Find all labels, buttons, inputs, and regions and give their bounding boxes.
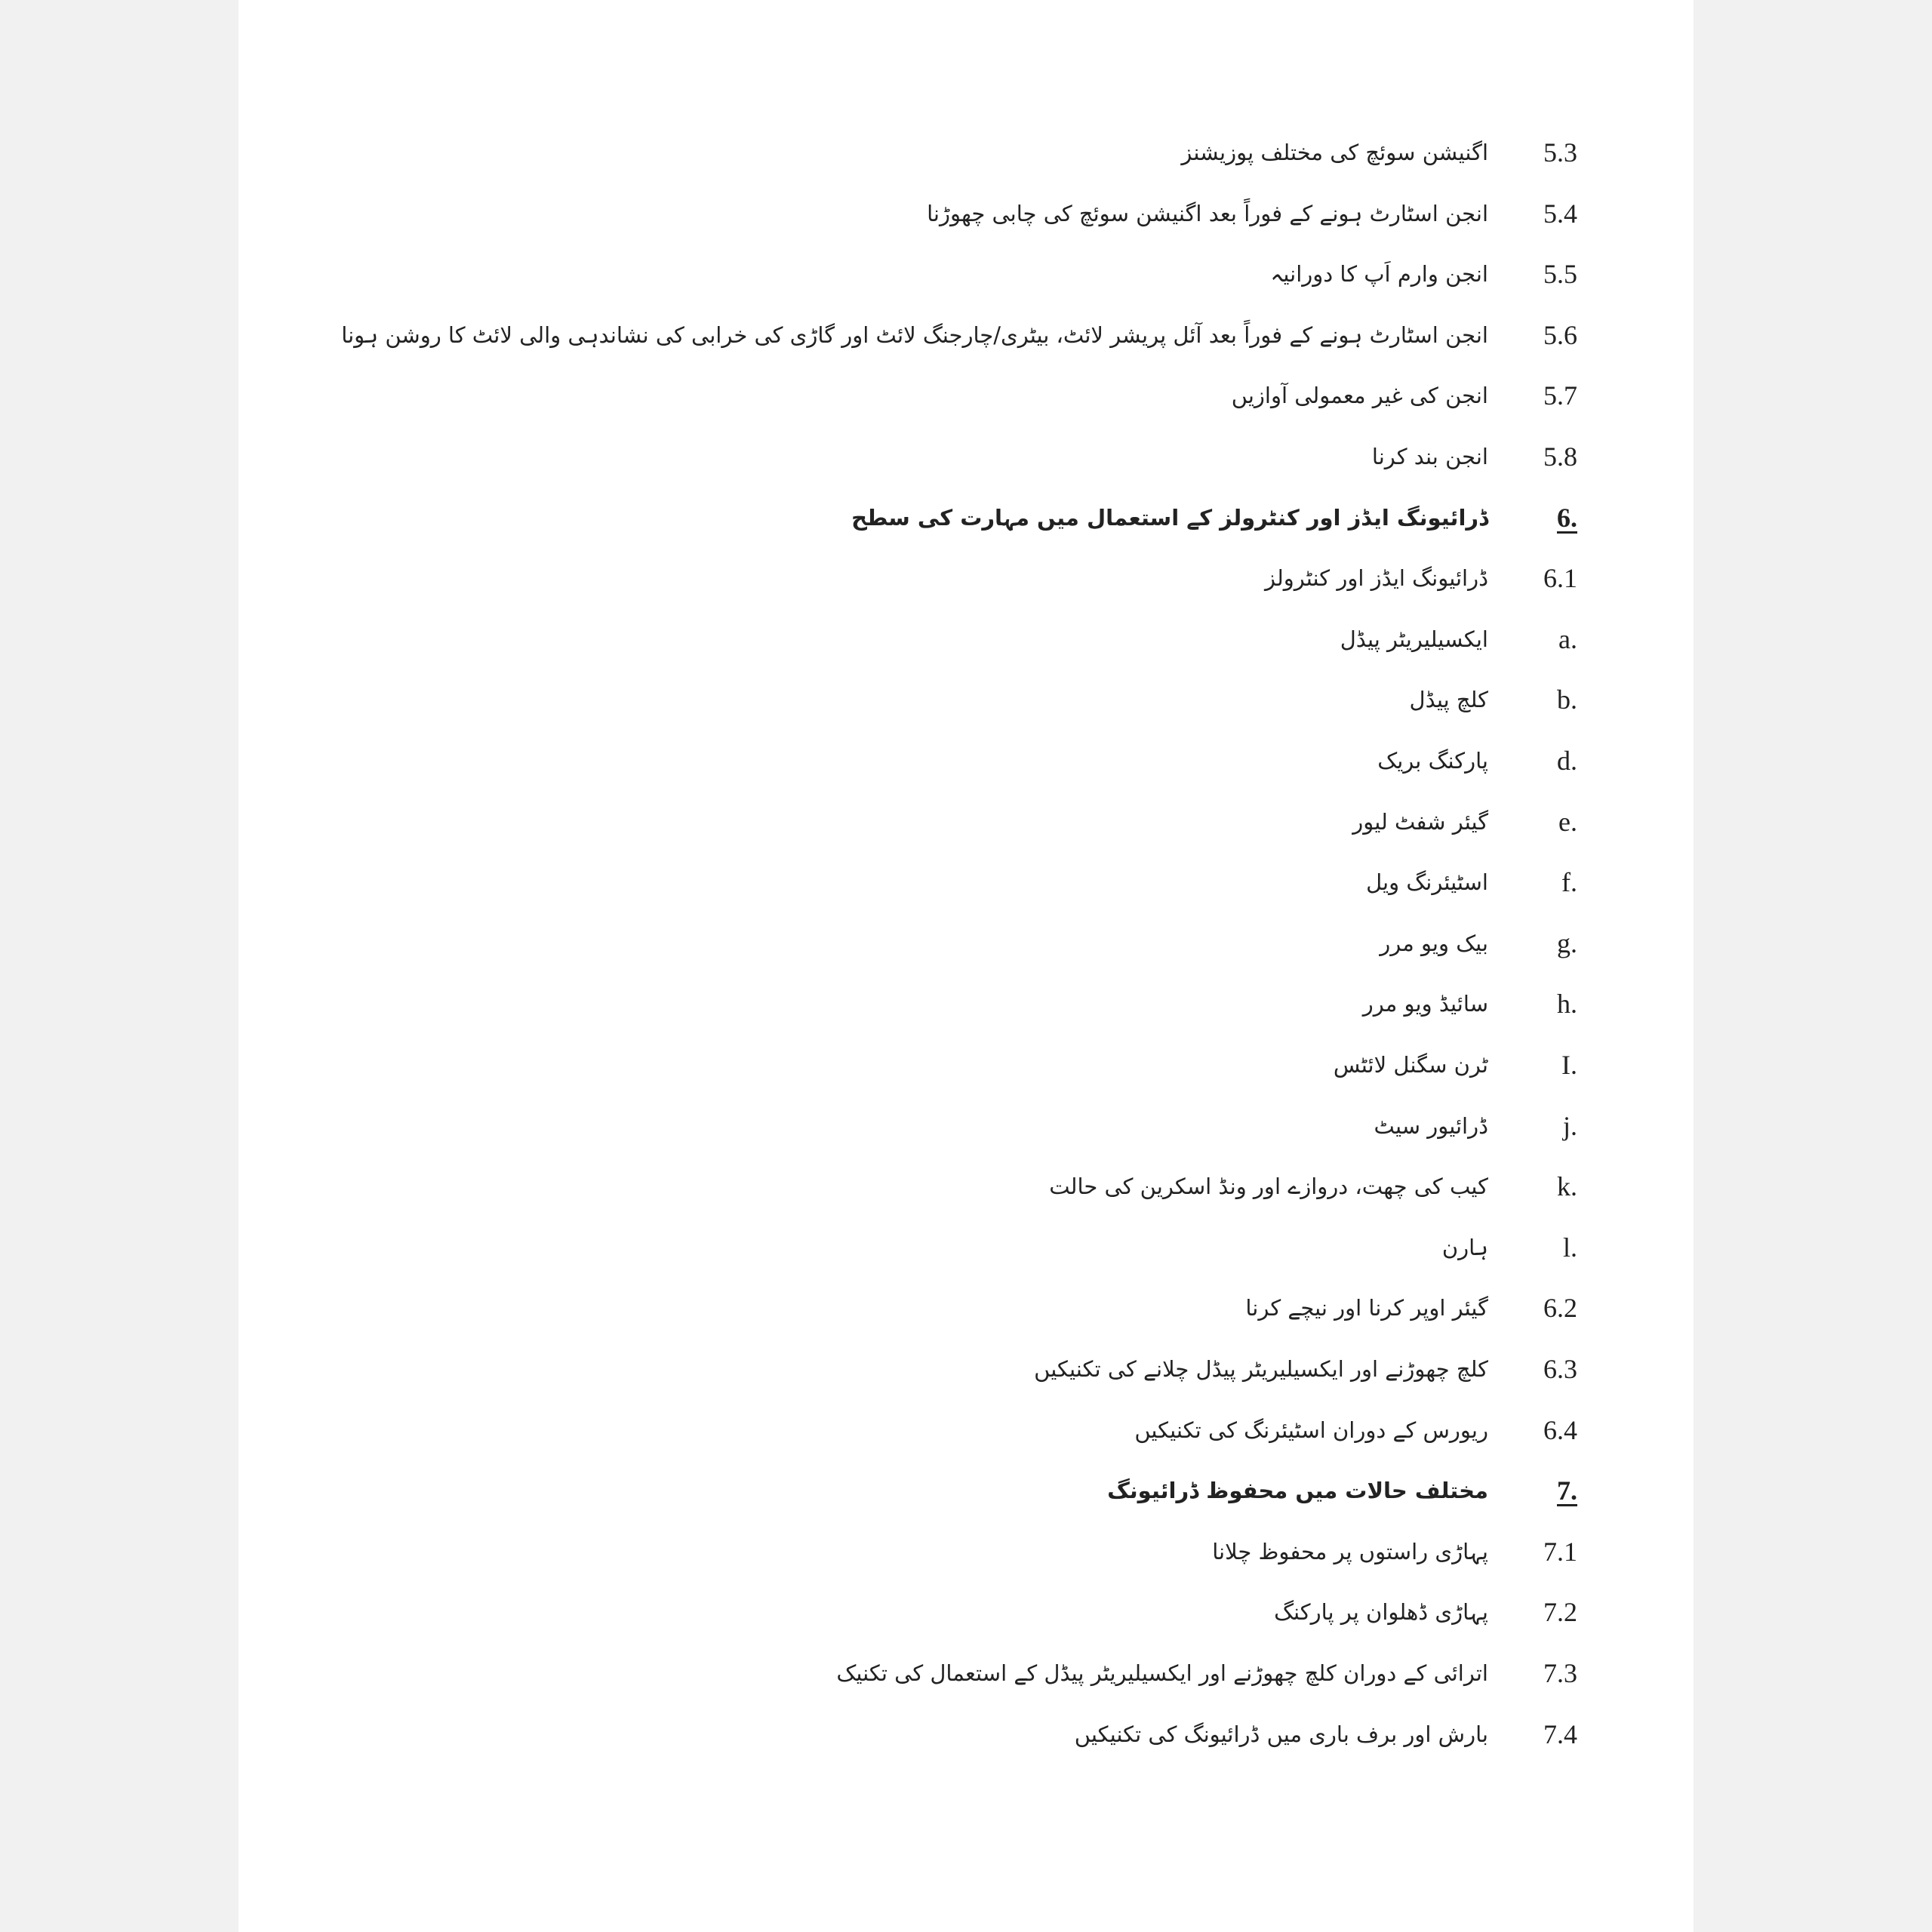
item-text: انجن بند کرنا [1371, 444, 1488, 469]
item-text: سائیڈ ویو مرر [1362, 991, 1488, 1017]
list-item [1380, 913, 1577, 974]
item-text: انجن اسٹارٹ ہونے کے فوراً بعد آئل پریشر لائٹ، بیٹری/چارجنگ لائٹ اور گاڑی کی خرابی کی نشاندہی والی لائٹ کا روشن ہونا [341, 321, 1488, 348]
item-text: ڈرائیونگ ایڈز اور کنٹرولز کے استعمال میں مہارت کی سطح [851, 504, 1488, 531]
item-number: 7.1 [1543, 1536, 1577, 1567]
item-number: 5.4 [1543, 198, 1577, 229]
list-item [1334, 1035, 1577, 1095]
item-number: 5.7 [1543, 380, 1577, 411]
list-item [1212, 1521, 1577, 1582]
item-text: ڈرائیونگ ایڈز اور کنٹرولز [1264, 565, 1488, 592]
item-text: انجن اسٹارٹ ہونے کے فوراً بعد اگنیشن سوئچ کی چابی چھوڑنا [927, 200, 1488, 226]
item-text: کلچ پیڈل [1409, 687, 1488, 713]
item-text: ٹرن سگنل لائٹس [1333, 1052, 1488, 1078]
item-text: اگنیشن سوئچ کی مختلف پوزیشنز [1181, 140, 1488, 165]
item-number: 5.5 [1543, 259, 1577, 290]
item-number: 5.6 [1543, 319, 1577, 350]
item-text: کیب کی چھت، دروازے اور ونڈ اسکرین کی حالت [1049, 1174, 1488, 1200]
item-text: ڈرائیور سیٹ [1374, 1112, 1488, 1139]
item-text: پارکنگ بریک [1377, 748, 1488, 774]
list-item [1442, 1217, 1577, 1278]
item-text: ریورس کے دوران اسٹیئرنگ کی تکنیکیں [1134, 1417, 1488, 1443]
item-number: I. [1561, 1050, 1577, 1080]
item-number: 7. [1557, 1475, 1577, 1506]
item-text: بارش اور برف باری میں ڈرائیونگ کی تکنیکیں [1074, 1721, 1488, 1747]
item-text: اسٹیئرنگ ویل [1366, 869, 1488, 896]
item-text: گیئر شفٹ لیور [1352, 808, 1488, 835]
item-number: 7.2 [1543, 1597, 1577, 1628]
item-number: b. [1557, 685, 1577, 715]
list-item [1366, 852, 1577, 912]
item-text: اترائی کے دوران کلچ چھوڑنے اور ایکسیلیریٹر پیڈل کے استعمال کی تکنیک [836, 1660, 1488, 1686]
section-heading [851, 488, 1577, 548]
item-text: ایکسیلیریٹر پیڈل [1340, 626, 1488, 652]
section-heading [1107, 1460, 1577, 1521]
item-number: 5.3 [1543, 137, 1577, 168]
list-item [1232, 365, 1577, 426]
list-item [1034, 1339, 1577, 1399]
list-item [1352, 792, 1577, 852]
item-number: j. [1562, 1110, 1577, 1141]
item-text: کلچ چھوڑنے اور ایکسیلیریٹر پیڈل چلانے کی تکنیکیں [1034, 1356, 1488, 1382]
list-item [1270, 244, 1577, 304]
list-item [1265, 548, 1577, 608]
item-text: ہارن [1441, 1234, 1488, 1260]
list-item [1372, 426, 1577, 487]
list-item [1075, 1704, 1577, 1764]
item-text: بیک ویو مرر [1380, 930, 1488, 956]
item-number: k. [1557, 1171, 1577, 1202]
item-number: 7.3 [1543, 1658, 1577, 1688]
item-number: d. [1557, 746, 1577, 776]
list-item [1374, 1096, 1577, 1156]
item-number: 6.1 [1543, 563, 1577, 594]
list-item [1049, 1156, 1577, 1217]
list-item [1181, 122, 1577, 183]
item-text: انجن کی غیر معمولی آوازیں [1231, 383, 1488, 409]
item-number: l. [1562, 1232, 1577, 1263]
list-item [1377, 731, 1577, 791]
item-text: گیئر اوپر کرنا اور نیچے کرنا [1245, 1295, 1488, 1321]
item-text: انجن وارم اَپ کا دورانیہ [1270, 261, 1488, 288]
list-item [927, 183, 1577, 244]
list-item [1134, 1400, 1577, 1460]
item-number: a. [1558, 623, 1577, 654]
list-item [1274, 1582, 1577, 1642]
item-text: مختلف حالات میں محفوظ ڈرائیونگ [1107, 1478, 1488, 1504]
item-number: 7.4 [1543, 1718, 1577, 1749]
item-number: 6.4 [1543, 1414, 1577, 1445]
item-number: e. [1558, 806, 1577, 837]
list-item [1363, 974, 1577, 1034]
item-number: h. [1557, 989, 1577, 1020]
item-number: 6. [1557, 502, 1577, 533]
item-text: پہاڑی راستوں پر محفوظ چلانا [1212, 1538, 1488, 1564]
item-number: f. [1561, 867, 1577, 898]
item-number: 5.8 [1543, 441, 1577, 472]
item-text: پہاڑی ڈھلوان پر پارکنگ [1274, 1599, 1488, 1626]
list-item [341, 305, 1577, 365]
list-item [1410, 669, 1577, 730]
item-number: g. [1557, 928, 1577, 958]
item-number: 6.2 [1543, 1293, 1577, 1324]
list-item [836, 1643, 1577, 1703]
item-number: 6.3 [1543, 1354, 1577, 1384]
list-item [1245, 1278, 1577, 1338]
list-item [1340, 609, 1577, 669]
